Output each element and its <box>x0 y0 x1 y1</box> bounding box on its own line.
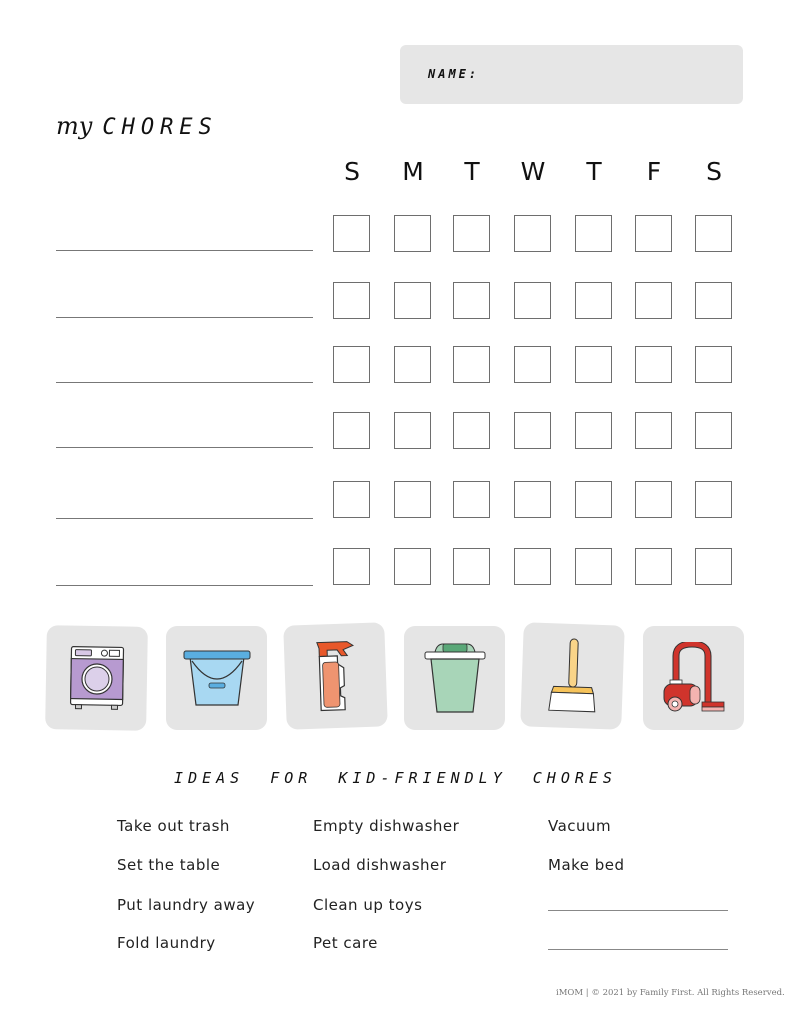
name-label: NAME: <box>428 67 480 81</box>
idea-item: Vacuum <box>548 817 612 835</box>
chore-name-line[interactable] <box>56 317 313 318</box>
idea-item: Pet care <box>313 934 378 952</box>
idea-item: Put laundry away <box>117 896 256 914</box>
chore-checkbox[interactable] <box>394 282 431 319</box>
day-header-sat: S <box>706 157 722 186</box>
chore-name-line[interactable] <box>56 585 313 586</box>
title-prefix: my <box>56 112 93 140</box>
chore-name-line[interactable] <box>56 447 313 448</box>
chore-checkbox[interactable] <box>514 282 551 319</box>
day-header-sun: S <box>344 157 360 186</box>
title-main: CHORES <box>102 115 218 140</box>
name-field[interactable] <box>400 45 743 104</box>
chore-checkbox[interactable] <box>333 481 370 518</box>
idea-item: Fold laundry <box>117 934 216 952</box>
chore-checkbox[interactable] <box>333 412 370 449</box>
chore-checkbox[interactable] <box>575 346 612 383</box>
tile-trash-can <box>404 626 505 730</box>
chore-checkbox[interactable] <box>575 282 612 319</box>
idea-item: Take out trash <box>117 817 230 835</box>
idea-item: Empty dishwasher <box>313 817 460 835</box>
chore-checkbox[interactable] <box>453 215 490 252</box>
chore-checkbox[interactable] <box>695 481 732 518</box>
chore-checkbox[interactable] <box>333 346 370 383</box>
chore-checkbox[interactable] <box>575 412 612 449</box>
chore-checkbox[interactable] <box>394 346 431 383</box>
chore-checkbox[interactable] <box>514 215 551 252</box>
chore-name-line[interactable] <box>56 250 313 251</box>
tile-vacuum <box>643 626 744 730</box>
day-header-fri: F <box>646 157 662 186</box>
chore-checkbox[interactable] <box>394 412 431 449</box>
tile-washing-machine <box>45 625 148 731</box>
idea-item: Load dishwasher <box>313 856 447 874</box>
chore-checkbox[interactable] <box>575 548 612 585</box>
chore-checkbox[interactable] <box>635 346 672 383</box>
bucket-icon <box>182 647 252 709</box>
chore-checkbox[interactable] <box>333 548 370 585</box>
idea-item: Set the table <box>117 856 221 874</box>
broom-icon <box>546 636 599 716</box>
chore-checkbox[interactable] <box>394 215 431 252</box>
day-header-mon: M <box>402 157 424 186</box>
chore-checkbox[interactable] <box>635 215 672 252</box>
chore-checkbox[interactable] <box>394 548 431 585</box>
idea-item: Clean up toys <box>313 896 423 914</box>
chore-checkbox[interactable] <box>333 215 370 252</box>
day-header-tue: T <box>464 157 480 186</box>
ideas-title: IDEAS FOR KID-FRIENDLY CHORES <box>174 769 617 787</box>
chore-checkbox[interactable] <box>453 548 490 585</box>
chore-name-line[interactable] <box>56 518 313 519</box>
tile-spray-bottle <box>283 622 388 729</box>
day-header-wed: W <box>520 157 546 186</box>
trash-can-icon <box>423 640 487 716</box>
chore-checkbox[interactable] <box>453 412 490 449</box>
chore-checkbox[interactable] <box>575 481 612 518</box>
chore-checkbox[interactable] <box>453 346 490 383</box>
chore-checkbox[interactable] <box>635 282 672 319</box>
chore-checkbox[interactable] <box>695 282 732 319</box>
washing-machine-icon <box>68 645 125 712</box>
chore-checkbox[interactable] <box>695 548 732 585</box>
chore-checkbox[interactable] <box>695 215 732 252</box>
chore-checkbox[interactable] <box>333 282 370 319</box>
chore-checkbox[interactable] <box>635 481 672 518</box>
vacuum-icon <box>662 642 726 714</box>
chore-checkbox[interactable] <box>635 412 672 449</box>
chore-checkbox[interactable] <box>575 215 612 252</box>
chore-checkbox[interactable] <box>695 346 732 383</box>
copyright-footer: iMOM | © 2021 by Family First. All Rights Reserved. <box>556 988 785 998</box>
page-title <box>56 112 218 140</box>
chore-checkbox[interactable] <box>514 346 551 383</box>
chore-checkbox[interactable] <box>635 548 672 585</box>
idea-blank-line[interactable] <box>548 949 728 950</box>
chore-checkbox[interactable] <box>695 412 732 449</box>
chore-checkbox[interactable] <box>394 481 431 518</box>
chore-checkbox[interactable] <box>514 548 551 585</box>
chore-name-line[interactable] <box>56 382 313 383</box>
idea-blank-line[interactable] <box>548 910 728 911</box>
tile-broom <box>520 622 625 729</box>
spray-bottle-icon <box>312 637 359 714</box>
idea-item: Make bed <box>548 856 625 874</box>
chore-checkbox[interactable] <box>453 282 490 319</box>
chore-checkbox[interactable] <box>514 481 551 518</box>
tile-bucket <box>166 626 267 730</box>
chore-checkbox[interactable] <box>514 412 551 449</box>
chore-checkbox[interactable] <box>453 481 490 518</box>
day-header-thu: T <box>586 157 602 186</box>
